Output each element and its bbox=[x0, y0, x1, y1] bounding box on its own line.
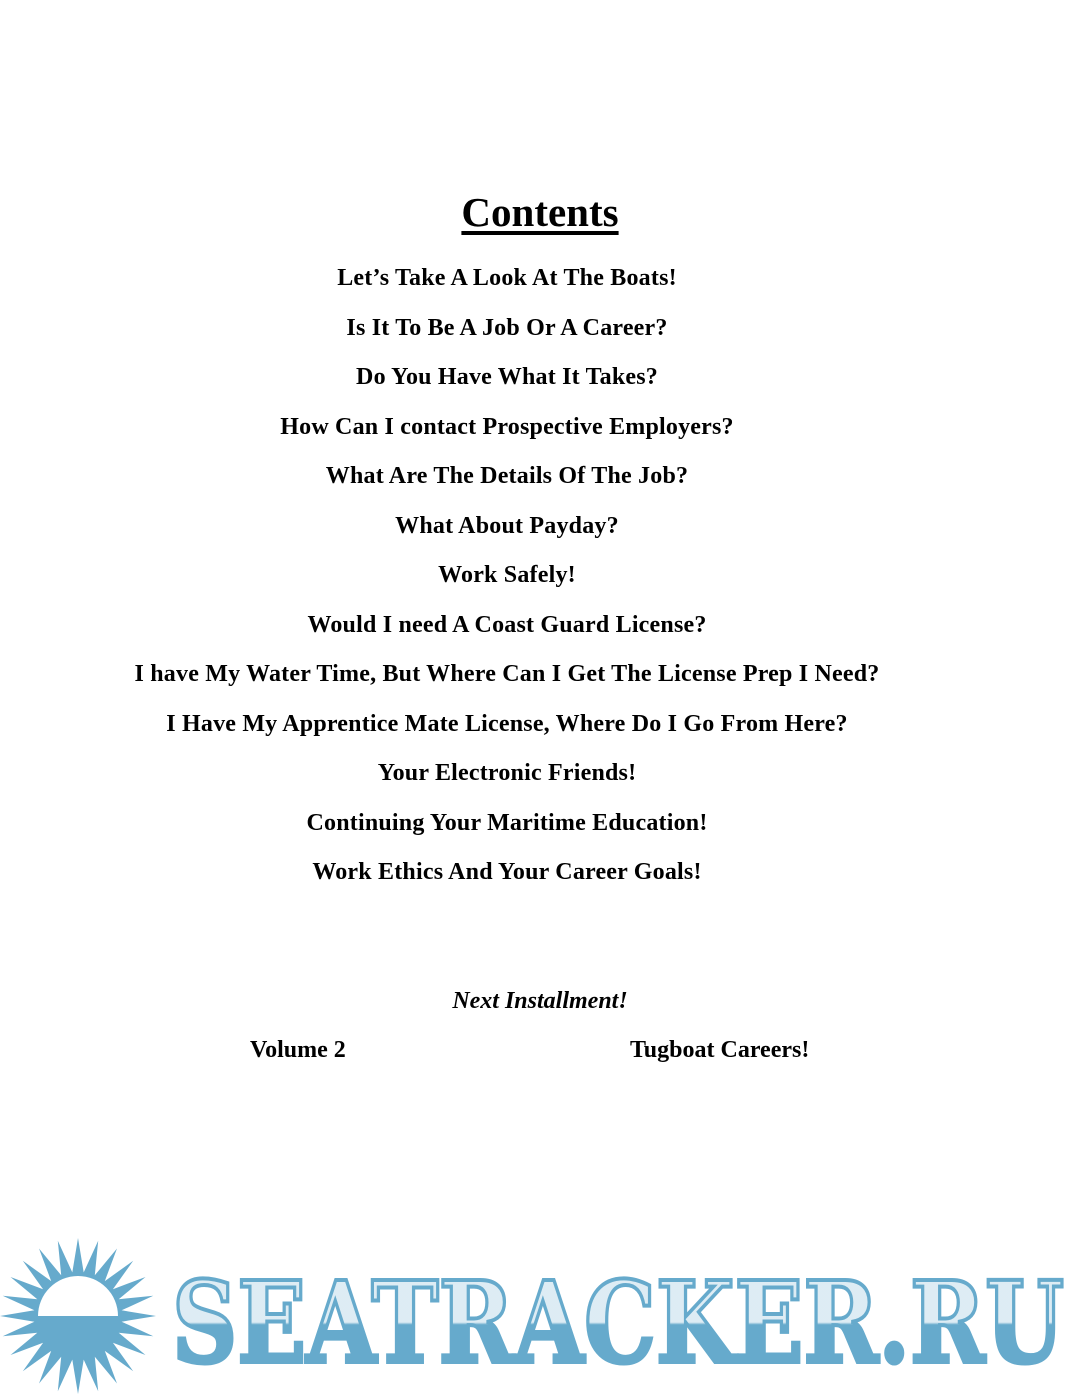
toc-item: Continuing Your Maritime Education! bbox=[306, 809, 708, 836]
toc-item: I Have My Apprentice Mate License, Where Do I Go From Here? bbox=[166, 710, 848, 737]
toc-item: Let’s Take A Look At The Boats! bbox=[337, 265, 677, 291]
sun-disc bbox=[38, 1276, 118, 1356]
watermark-text: SEATRACKER.RU bbox=[172, 1258, 1064, 1389]
toc-item: Is It To Be A Job Or A Career? bbox=[346, 314, 668, 341]
page-title: Contents bbox=[461, 189, 619, 235]
toc-item: Work Ethics And Your Career Goals! bbox=[312, 859, 702, 885]
toc-item: Work Safely! bbox=[438, 562, 576, 588]
toc-item: How Can I contact Prospective Employers? bbox=[280, 413, 734, 440]
toc-item: Would I need A Coast Guard License? bbox=[307, 611, 707, 638]
toc-item: Do You Have What It Takes? bbox=[356, 364, 658, 390]
next-installment-heading: Next Installment! bbox=[452, 988, 628, 1014]
toc-item: What Are The Details Of The Job? bbox=[325, 463, 689, 489]
sun-icon bbox=[0, 1238, 156, 1394]
table-of-contents bbox=[132, 262, 882, 906]
watermark-graphic bbox=[0, 1236, 1080, 1397]
next-installment-volume: Volume 2 bbox=[250, 1037, 346, 1063]
toc-item: Your Electronic Friends! bbox=[377, 760, 637, 786]
toc-item: I have My Water Time, But Where Can I Get The License Prep I Need? bbox=[134, 661, 880, 687]
toc-item: What About Payday? bbox=[395, 512, 619, 539]
next-installment-title: Tugboat Careers! bbox=[630, 1037, 810, 1063]
watermark-logo bbox=[0, 1236, 1080, 1397]
